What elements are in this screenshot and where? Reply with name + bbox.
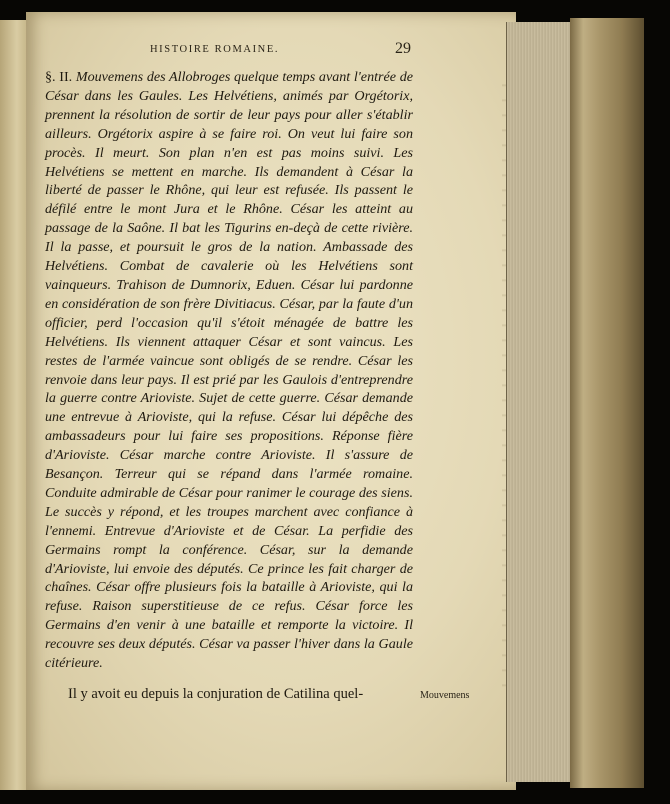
summary-text: Mouvemens des Allobroges quelque temps avant l'entrée de César dans les Gaules. Les Helvétiens, animés par Orgétorix, prennent la résolution de sortir de leur pays pour aller s'établir ailleurs. Orgétorix aspire à se faire roi. On veut lui faire son procès. Il meurt. Son plan n'en est pas moins suivi. Les Helvétiens se mettent en marche. Ils demandent à César la liberté de passer le Rhône, qui leur est refusée. Ils passent le défilé entre le mont Jura et le Rhône. César les atteint au passage de la Saône. Il bat les Tigurins en-deçà de cette rivière. Il la passe, et poursuit le gros de la nation. Ambassade des Helvétiens. Combat de cavalerie où les Helvétiens sont vainqueurs. Trahison de Dumnorix, Eduen. César lui pardonne en considération de son frère Divitiacus. César, par la faute d'un officier, perd l'occasion qu'il s'étoit ménagée de battre les Helvétiens. Ils viennent attaquer César et sont vaincus. Les restes de l'armée vaincue sont obligés de se rendre. César les renvoie dans leur pays. Il est prié par les Gaulois d'entreprendre la guerre contre Arioviste. Sujet de cette guerre. César demande une entrevue à Arioviste, qui la refuse. César lui dépêche des ambassadeurs pour lui faire ses propositions. Réponse fière d'Arioviste. César marche contre Arioviste. Il s'assure de Besançon. Terreur qui se répand dans l'armée romaine. Conduite admirable de César pour ranimer le courage des siens. Le succès y répond, et les troupes marchent avec confiance à l'ennemi. Entrevue d'Arioviste et de César. La perfidie des Germains rompt la conférence. César, sur la demande d'Arioviste, lui envoie des députés. Ce prince les fait charger de chaînes. César offre plusieurs fois la bataille à Arioviste, qui la refuse. Raison superstitieuse de ce refus. César force les Germains d'en venir à une bataille et remporte la victoire. Il recouvre ses deux députés. César va passer l'hiver dans la Gaule citérieure. (45, 69, 414, 672)
running-title: HISTOIRE ROMAINE. (150, 44, 280, 55)
body-text-first-line: Il y avoit eu depuis la conjuration de Catilina quel- (68, 686, 364, 702)
book-cover-edge (570, 18, 644, 788)
margin-note: Mouvemens (420, 690, 470, 701)
previous-page-edge (0, 20, 29, 790)
section-mark: §. II. (45, 69, 76, 85)
page-block-edge (506, 22, 571, 782)
page-number: 29 (395, 40, 411, 57)
chapter-summary (45, 68, 413, 673)
